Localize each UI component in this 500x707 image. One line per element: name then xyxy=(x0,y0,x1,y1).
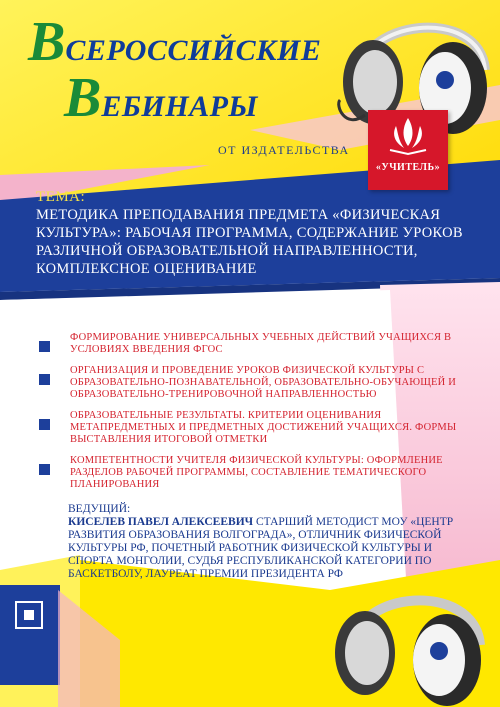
headphones-icon xyxy=(325,575,500,707)
logo-text: «УЧИТЕЛЬ» xyxy=(375,162,441,173)
list-item xyxy=(36,410,476,446)
brand-initial: В xyxy=(28,11,66,73)
book-flame-icon xyxy=(368,110,448,160)
list-item xyxy=(36,332,476,356)
list-item xyxy=(36,365,476,401)
brand-line-1 xyxy=(28,11,322,73)
brand-initial: В xyxy=(64,67,102,129)
publisher-caption: ОТ ИЗДАТЕЛЬСТВА xyxy=(218,143,350,157)
publisher-logo xyxy=(368,110,448,190)
topic-title: МЕТОДИКА ПРЕПОДАВАНИЯ ПРЕДМЕТА «ФИЗИЧЕСКАЯ КУЛЬТУРА»: РАБОЧАЯ ПРОГРАММА, СОДЕРЖАНИЕ УРОКОВ РАЗЛИЧНОЙ ОБРАЗОВАТЕЛЬНОЙ НАПРАВЛЕННОСТИ, КОМПЛЕКСНОЕ ОЦЕНИВАНИЕ xyxy=(36,207,463,277)
presenter-description: СТАРШИЙ МЕТОДИСТ МОУ «ЦЕНТР РАЗВИТИЯ ОБРАЗОВАНИЯ ВОЛГОГРАДА», ОТЛИЧНИК ФИЗИЧЕСКОЙ КУЛЬТУРЫ РФ, ПОЧЕТНЫЙ РАБОТНИК ФИЗИЧЕСКОЙ КУЛЬТУРЫ И СПОРТА МОНГОЛИИ, СУДЬЯ РЕСПУБЛИКАНСКОЙ КАТЕГОРИИ ПО БАСКЕТБОЛУ, ЛАУРЕАТ ПРЕМИИ ПРЕЗИДЕНТА РФ xyxy=(68,516,454,580)
brand-line-2 xyxy=(64,67,259,129)
presenter-label: ВЕДУЩИЙ: xyxy=(68,503,131,515)
list-item-text: ФОРМИРОВАНИЕ УНИВЕРСАЛЬНЫХ УЧЕБНЫХ ДЕЙСТВИЙ УЧАЩИХСЯ В УСЛОВИЯХ ВВЕДЕНИЯ ФГОС xyxy=(70,332,452,355)
list-item xyxy=(36,455,476,491)
square-bullet-icon xyxy=(39,464,50,475)
square-bullet-icon xyxy=(39,374,50,385)
square-bullet-icon xyxy=(39,419,50,430)
list-item-text: КОМПЕТЕНТНОСТИ УЧИТЕЛЯ ФИЗИЧЕСКОЙ КУЛЬТУРЫ: ОФОРМЛЕНИЕ РАЗДЕЛОВ РАБОЧЕЙ ПРОГРАММЫ, СОСТАВЛЕНИЕ ТЕМАТИЧЕСКОГО ПЛАНИРОВАНИЯ xyxy=(70,455,443,490)
list-item-text: ОБРАЗОВАТЕЛЬНЫЕ РЕЗУЛЬТАТЫ. КРИТЕРИИ ОЦЕНИВАНИЯ МЕТАПРЕДМЕТНЫХ И ПРЕДМЕТНЫХ ДОСТИЖЕНИЙ УЧАЩИХСЯ. ФОРМЫ ВЫСТАВЛЕНИЯ ИТОГОВОЙ ОТМЕТКИ xyxy=(70,410,457,445)
brand-word: ЕБИНАРЫ xyxy=(101,90,259,123)
bullet-list xyxy=(36,332,476,500)
list-item-text: ОРГАНИЗАЦИЯ И ПРОВЕДЕНИЕ УРОКОВ ФИЗИЧЕСКОЙ КУЛЬТУРЫ С ОБРАЗОВАТЕЛЬНО-ПОЗНАВАТЕЛЬНОЙ, ОБРАЗОВАТЕЛЬНО-ОБУЧАЮЩЕЙ И ОБРАЗОВАТЕЛЬНО-ТРЕНИРОВОЧНОЙ НАПРАВЛЕННОСТЬЮ xyxy=(70,365,457,400)
square-bullet-icon xyxy=(39,341,50,352)
presenter-name: КИСЕЛЕВ ПАВЕЛ АЛЕКСЕЕВИЧ xyxy=(68,516,254,528)
presenter-block xyxy=(68,503,458,581)
topic-label: ТЕМА: xyxy=(36,189,86,205)
brand-word: СЕРОССИЙСКИЕ xyxy=(65,34,322,67)
